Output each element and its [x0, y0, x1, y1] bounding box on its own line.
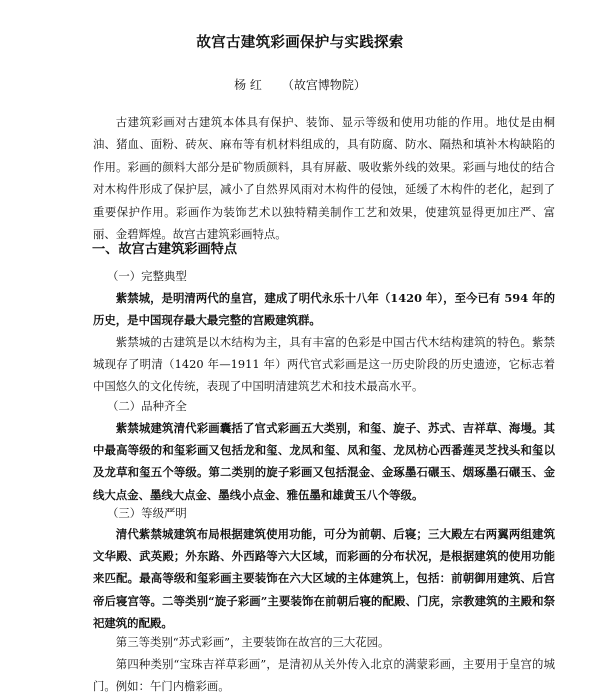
paragraph-1: 紫禁城，是明清两代的皇宫，建成了明代永乐十八年（1420 年），至今已有 594 年的历史，是中国现存最大最完整的宫殿建筑群。 [93, 291, 555, 328]
author-name: 杨 红 [234, 78, 262, 92]
subsection-heading-1: （一）完整典型 [107, 269, 187, 283]
author-affiliation: （故宫博物院） [281, 78, 366, 92]
paragraph-4: 清代紫禁城建筑布局根据建筑使用功能，可分为前朝、后寝；三大殿左右两翼两组建筑文华殿、武英殿；外东路、外西路等六大区域，而彩画的分布状况，是根据建筑的使用功能来匹配。最高等级和玺彩画主要装饰在六大区域的主体建筑上，包括：前朝御用建筑、后宫帝后寝宫等。二等类别“旋子彩画”主要装饰在前朝后寝的配殿、门庑，宗教建筑的主殿和祭祀建筑的配殿。 [93, 527, 555, 630]
paragraph-2: 紫禁城的古建筑是以木结构为主，具有丰富的色彩是中国古代木结构建筑的特色。紫禁城现存了明清（1420 年—1911 年）两代官式彩画是这一历史阶段的历史遗迹，它标志着中国悠久的文化传统，表现了中国明清建筑艺术和技术最高水平。 [93, 335, 555, 394]
author-line [0, 76, 600, 93]
paper-title: 故宫古建筑彩画保护与实践探索 [196, 35, 404, 51]
paragraph-5: 第三等类别“苏式彩画”，主要装饰在故宫的三大花园。 [115, 635, 390, 649]
abstract-paragraph: 古建筑彩画对古建筑本体具有保护、装饰、显示等级和使用功能的作用。地仗是由桐油、猪血、面粉、砖灰、麻布等有机材料组成的，具有防腐、防水、隔热和填补木构缺陷的作用。彩画的颜料大部分是矿物质颜料，具有屏蔽、吸收紫外线的效果。彩画与地仗的结合对木构件形成了保护层，减小了自然界风雨对木构件的侵蚀，延缓了木构件的老化，起到了重要保护作用。彩画作为装饰艺术以独特精美制作工艺和效果，使建筑显得更加庄严、富丽、金碧辉煌。故宫古建筑彩画特点。 [93, 115, 555, 242]
subsection-heading-2: （二）品种齐全 [107, 399, 187, 413]
paragraph-6: 第四种类别“宝珠吉祥草彩画”，是清初从关外传入北京的满蒙彩画，主要用于皇宫的城门。例如：午门内檐彩画。 [93, 657, 555, 694]
paragraph-3: 紫禁城建筑清代彩画囊括了官式彩画五大类别，和玺、旋子、苏式、吉祥草、海墁。其中最高等级的和玺彩画又包括龙和玺、龙凤和玺、凤和玺、龙凤枋心西番莲灵芝找头和玺以及龙草和玺五个等级。第二类别的旋子彩画又包括混金、金琢墨石碾玉、烟琢墨石碾玉、金线大点金、墨线大点金、墨线小点金、雅伍墨和雄黄玉八个等级。 [93, 421, 555, 502]
subsection-heading-3: （三）等级严明 [107, 506, 187, 520]
section-heading-1: 一、故宫古建筑彩画特点 [92, 242, 238, 257]
